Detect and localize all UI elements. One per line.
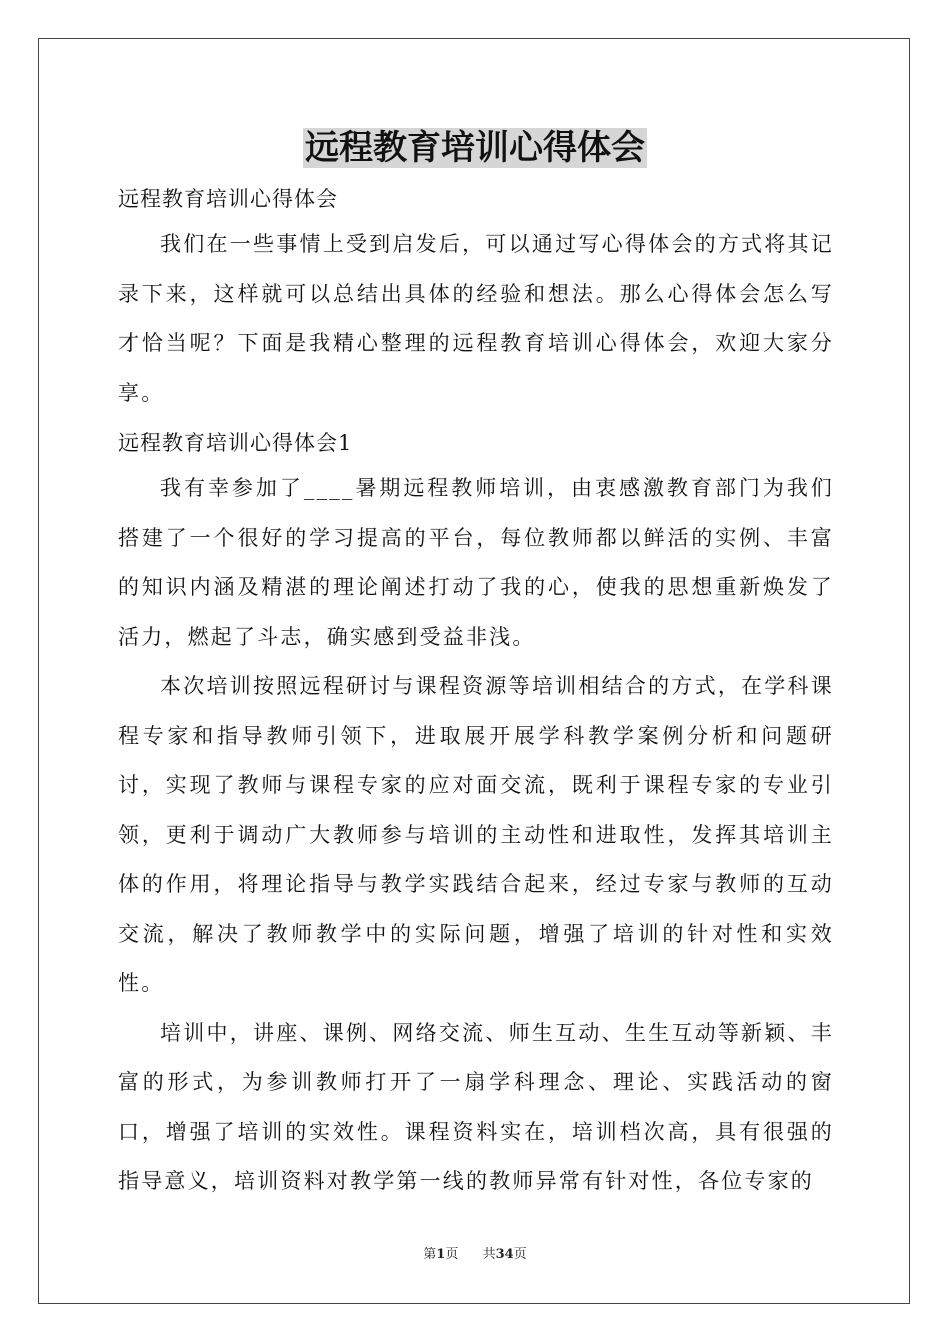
document-subtitle: 远程教育培训心得体会	[118, 187, 338, 211]
body-paragraph-2: 本次培训按照远程研讨与课程资源等培训相结合的方式，在学科课程专家和指导教师引领下，进取展开展学科教学案例分析和问题研讨，实现了教师与课程专家的应对面交流，既利于课程专家的专业引领，更利于调动广大教师参与培训的主动性和进取性，发挥其培训主体的作用，将理论指导与教学实践结合起来，经过专家与教师的互动交流，解决了教师教学中的实际问题，增强了培训的针对性和实效性。	[118, 674, 834, 995]
document-body	[118, 178, 834, 1207]
page-indicator: 第1页	[423, 1247, 459, 1262]
page-footer	[0, 1246, 950, 1264]
total-pages-indicator: 共34页	[482, 1247, 527, 1262]
document-title	[0, 126, 950, 170]
total-page-number: 34	[495, 1247, 514, 1262]
intro-paragraph: 我们在一些事情上受到启发后，可以通过写心得体会的方式将其记录下来，这样就可以总结出具体的经验和想法。那么心得体会怎么写才恰当呢？下面是我精心整理的远程教育培训心得体会，欢迎大家分享。	[118, 232, 834, 405]
body-paragraph-3: 培训中，讲座、课例、网络交流、师生互动、生生互动等新颖、丰富的形式，为参训教师打开了一扇学科理念、理论、实践活动的窗口，增强了培训的实效性。课程资料实在，培训档次高，具有很强的指导意义，培训资料对教学第一线的教师异常有针对性，各位专家的	[118, 1020, 834, 1193]
document-title-text: 远程教育培训心得体会	[305, 128, 645, 168]
body-paragraph-1: 我有幸参加了____暑期远程教师培训，由衷感激教育部门为我们搭建了一个很好的学习提高的平台，每位教师都以鲜活的实例、丰富的知识内涵及精湛的理论阐述打动了我的心，使我的思想重新焕发了活力，燃起了斗志，确实感到受益非浅。	[118, 476, 834, 649]
current-page-number: 1	[436, 1247, 446, 1262]
section-heading: 远程教育培训心得体会1	[118, 431, 353, 455]
